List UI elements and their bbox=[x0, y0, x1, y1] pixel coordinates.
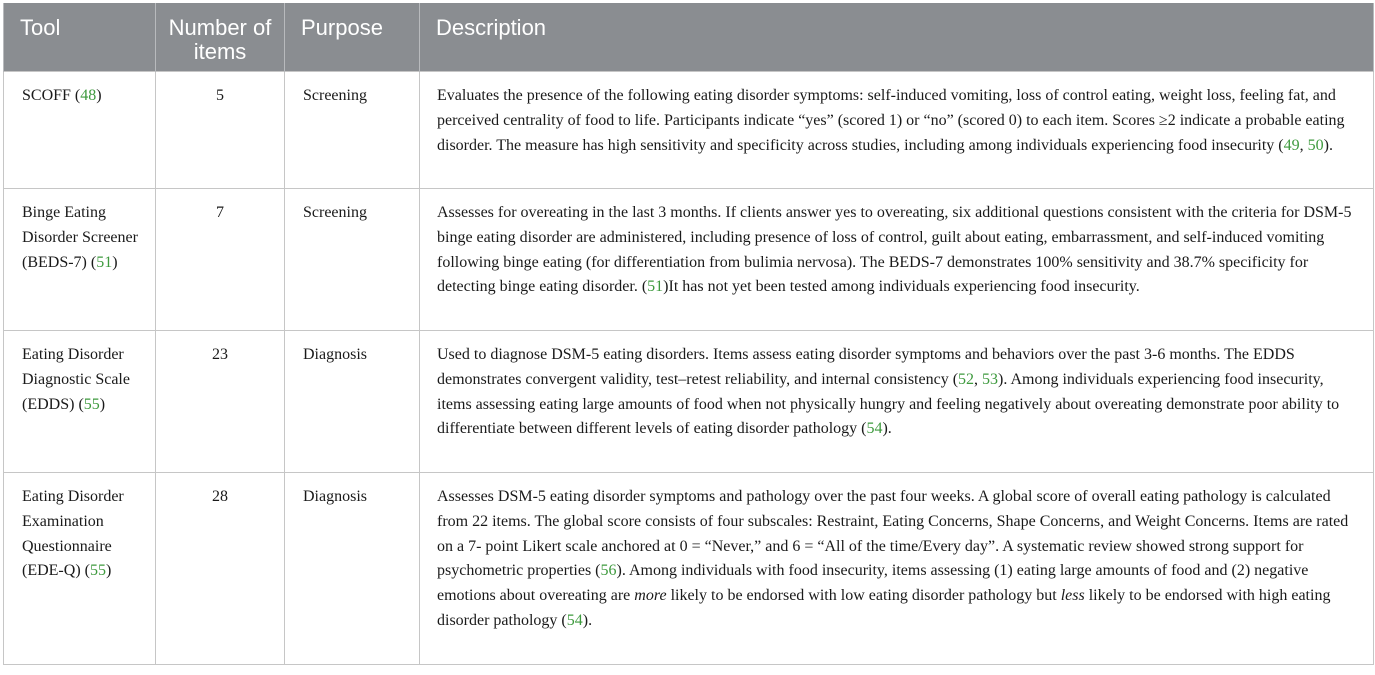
reference-link[interactable]: 54 bbox=[866, 420, 883, 438]
description-text: Assesses DSM-5 eating disorder symptoms and pathology over the past four weeks. A global score of overall eating pathology is calculated from 22 items. The global score consists of four subscales: Restraint, Eating Concerns, Shape Concerns, and Weight Concerns. Items are rated on a 7- point Likert scale anchored at 0 = “Never,” and 6 = “All of the time/Every day”. A systematic review showed strong support for psychometric properties ( bbox=[437, 488, 1349, 580]
description-text: ). bbox=[1323, 136, 1333, 154]
description-cell bbox=[420, 72, 1374, 189]
description-cell bbox=[420, 189, 1374, 331]
description-text: , bbox=[1299, 136, 1308, 154]
description-text: , bbox=[974, 370, 983, 388]
reference-link[interactable]: 55 bbox=[83, 395, 100, 413]
table-body bbox=[4, 72, 1374, 665]
tool-name-suffix: ) bbox=[112, 253, 118, 271]
reference-link[interactable]: 51 bbox=[647, 278, 664, 296]
tool-name: SCOFF ( bbox=[22, 87, 81, 104]
description-text: Evaluates the presence of the following eating disorder symptoms: self-induced vomiting, loss of control eating, weight loss, feeling fat, and perceived centrality of food to life. Participants indicate “yes” (scored 1) or “no” (scored 0) to each item. Scores ≥2 indicate a probable eating disorder. The measure has high sensitivity and specificity across studies, including among individuals experiencing food insecurity ( bbox=[437, 87, 1345, 154]
reference-link[interactable]: 53 bbox=[982, 370, 999, 388]
tool-name: Eating Disorder Diagnostic Scale (EDDS) ( bbox=[22, 346, 130, 413]
emphasis-text: more bbox=[634, 587, 667, 605]
header-number-of-items: Number of items bbox=[156, 3, 285, 72]
table-row bbox=[4, 189, 1374, 331]
purpose-cell: Diagnosis bbox=[285, 331, 420, 473]
reference-link[interactable]: 56 bbox=[600, 562, 617, 580]
reference-link[interactable]: 52 bbox=[958, 370, 975, 388]
number-of-items-cell: 23 bbox=[156, 331, 285, 473]
tool-name-suffix: ) bbox=[99, 395, 106, 413]
description-text: likely to be endorsed with high eating disorder pathology ( bbox=[437, 587, 1331, 629]
description-cell bbox=[420, 473, 1374, 665]
table-header-row bbox=[4, 3, 1374, 72]
purpose-cell: Screening bbox=[285, 72, 420, 189]
description-text: Used to diagnose DSM-5 eating disorders. Items assess eating disorder symptoms and behaviors over the past 3-6 months. The EDDS demonstrates convergent validity, test–retest reliability, and internal consistency ( bbox=[437, 346, 1295, 388]
description-text: )It has not yet been tested among individuals experiencing food insecurity. bbox=[663, 278, 1140, 296]
table-row bbox=[4, 473, 1374, 665]
description-text: ). Among individuals with food insecurity, items assessing (1) eating large amounts of food and (2) negative emotions about overeating are bbox=[437, 562, 1309, 605]
table-row bbox=[4, 72, 1374, 189]
tool-name: Binge Eating Disorder Screener (BEDS-7) ( bbox=[22, 204, 138, 271]
reference-link[interactable]: 48 bbox=[80, 87, 97, 104]
number-of-items-cell: 7 bbox=[156, 189, 285, 331]
reference-link[interactable]: 50 bbox=[1307, 136, 1324, 154]
reference-link[interactable]: 51 bbox=[96, 253, 113, 271]
tool-cell bbox=[4, 189, 156, 331]
description-text: likely to be endorsed with low eating disorder pathology but bbox=[666, 587, 1061, 605]
measures-table bbox=[3, 3, 1374, 665]
description-cell bbox=[420, 331, 1374, 473]
tool-cell bbox=[4, 331, 156, 473]
reference-link[interactable]: 49 bbox=[1283, 136, 1300, 154]
table-row bbox=[4, 331, 1374, 473]
reference-link[interactable]: 55 bbox=[89, 562, 106, 580]
tool-name-suffix: ) bbox=[96, 87, 102, 104]
description-text: ). bbox=[582, 611, 593, 629]
purpose-cell: Diagnosis bbox=[285, 473, 420, 665]
header-purpose: Purpose bbox=[285, 3, 420, 72]
number-of-items-cell: 28 bbox=[156, 473, 285, 665]
tool-name-suffix: ) bbox=[105, 562, 112, 580]
description-text: Assesses for overeating in the last 3 months. If clients answer yes to overeating, six additional questions consistent with the criteria for DSM-5 binge eating disorder are administered, including presence of loss of control, guilt about eating, embarrassment, and self-induced vomiting following binge eating (for differentiation from bulimia nervosa). The BEDS-7 demonstrates 100% sensitivity and 38.7% specificity for detecting binge eating disorder. ( bbox=[437, 204, 1352, 296]
tool-cell bbox=[4, 72, 156, 189]
header-tool: Tool bbox=[4, 3, 156, 72]
emphasis-text: less bbox=[1060, 587, 1085, 605]
number-of-items-cell: 5 bbox=[156, 72, 285, 189]
tool-name: Eating Disorder Examination Questionnaire (EDE-Q) ( bbox=[22, 488, 124, 580]
purpose-cell: Screening bbox=[285, 189, 420, 331]
reference-link[interactable]: 54 bbox=[566, 611, 583, 629]
tool-cell bbox=[4, 473, 156, 665]
description-text: ). Among individuals experiencing food insecurity, items assessing eating large amounts of food when not physically hungry and feeling negatively about overeating demonstrate poor ability to differentiate between different levels of eating disorder pathology ( bbox=[437, 370, 1340, 438]
description-text: ). bbox=[882, 420, 892, 438]
header-description: Description bbox=[420, 3, 1374, 72]
